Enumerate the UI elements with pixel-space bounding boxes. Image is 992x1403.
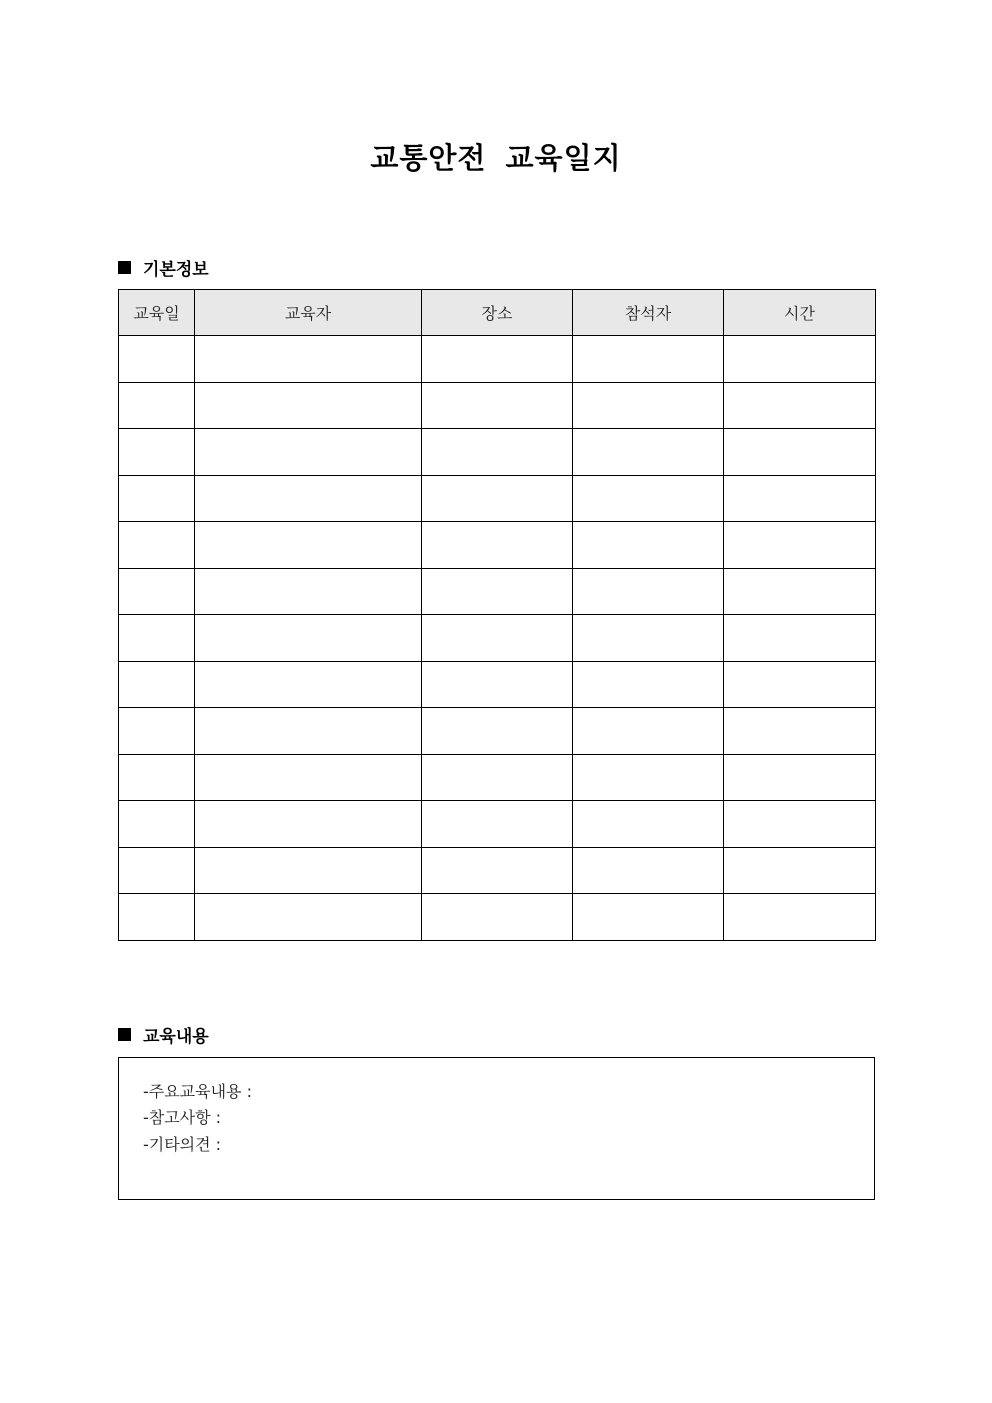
cell-time[interactable]: [724, 894, 876, 941]
basic-info-table: [118, 289, 876, 941]
cell-location[interactable]: [422, 475, 573, 522]
cell-location[interactable]: [422, 801, 573, 848]
cell-location[interactable]: [422, 847, 573, 894]
cell-attendees[interactable]: [573, 708, 724, 755]
table-row: [119, 754, 876, 801]
cell-attendees[interactable]: [573, 615, 724, 662]
cell-education-date[interactable]: [119, 382, 195, 429]
section-basic-info-heading: [118, 255, 209, 280]
cell-attendees[interactable]: [573, 801, 724, 848]
square-bullet-icon: [118, 261, 131, 274]
cell-location[interactable]: [422, 336, 573, 383]
cell-attendees[interactable]: [573, 847, 724, 894]
cell-attendees[interactable]: [573, 568, 724, 615]
cell-time[interactable]: [724, 475, 876, 522]
table-row: [119, 847, 876, 894]
table-row: [119, 429, 876, 476]
cell-education-date[interactable]: [119, 847, 195, 894]
cell-time[interactable]: [724, 522, 876, 569]
section-content-label: 교육내용: [143, 1027, 209, 1047]
cell-instructor[interactable]: [195, 894, 422, 941]
cell-location[interactable]: [422, 382, 573, 429]
cell-time[interactable]: [724, 615, 876, 662]
table-header-row: [119, 290, 876, 336]
cell-location[interactable]: [422, 568, 573, 615]
cell-instructor[interactable]: [195, 568, 422, 615]
cell-location[interactable]: [422, 522, 573, 569]
square-bullet-icon: [118, 1028, 131, 1041]
header-location: 장소: [422, 290, 573, 336]
cell-instructor[interactable]: [195, 475, 422, 522]
table-row: [119, 615, 876, 662]
cell-time[interactable]: [724, 708, 876, 755]
header-education-date: 교육일: [119, 290, 195, 336]
cell-attendees[interactable]: [573, 522, 724, 569]
cell-time[interactable]: [724, 847, 876, 894]
header-instructor: 교육자: [195, 290, 422, 336]
table-row: [119, 336, 876, 383]
cell-time[interactable]: [724, 382, 876, 429]
cell-education-date[interactable]: [119, 336, 195, 383]
cell-time[interactable]: [724, 336, 876, 383]
cell-time[interactable]: [724, 429, 876, 476]
document-title: 교통안전 교육일지: [370, 141, 622, 175]
cell-attendees[interactable]: [573, 754, 724, 801]
education-content-box[interactable]: [118, 1057, 875, 1200]
cell-education-date[interactable]: [119, 568, 195, 615]
cell-time[interactable]: [724, 754, 876, 801]
cell-attendees[interactable]: [573, 661, 724, 708]
header-attendees: 참석자: [573, 290, 724, 336]
cell-education-date[interactable]: [119, 754, 195, 801]
cell-instructor[interactable]: [195, 382, 422, 429]
cell-education-date[interactable]: [119, 801, 195, 848]
cell-location[interactable]: [422, 661, 573, 708]
cell-education-date[interactable]: [119, 894, 195, 941]
notes-line: -참고사항 :: [143, 1108, 222, 1127]
table-row: [119, 382, 876, 429]
cell-education-date[interactable]: [119, 429, 195, 476]
table-row: [119, 894, 876, 941]
cell-time[interactable]: [724, 801, 876, 848]
table-row: [119, 475, 876, 522]
cell-instructor[interactable]: [195, 754, 422, 801]
table-row: [119, 708, 876, 755]
cell-time[interactable]: [724, 661, 876, 708]
cell-education-date[interactable]: [119, 615, 195, 662]
cell-location[interactable]: [422, 708, 573, 755]
cell-instructor[interactable]: [195, 661, 422, 708]
cell-attendees[interactable]: [573, 382, 724, 429]
section-content-heading: [118, 1022, 209, 1047]
cell-attendees[interactable]: [573, 429, 724, 476]
cell-instructor[interactable]: [195, 336, 422, 383]
cell-instructor[interactable]: [195, 615, 422, 662]
table-row: [119, 801, 876, 848]
cell-location[interactable]: [422, 894, 573, 941]
other-opinions-line: -기타의견 :: [143, 1135, 222, 1154]
header-time: 시간: [724, 290, 876, 336]
cell-location[interactable]: [422, 615, 573, 662]
table-row: [119, 661, 876, 708]
section-basic-info-label: 기본정보: [143, 260, 209, 280]
cell-education-date[interactable]: [119, 708, 195, 755]
table-row: [119, 568, 876, 615]
cell-instructor[interactable]: [195, 801, 422, 848]
cell-attendees[interactable]: [573, 894, 724, 941]
cell-time[interactable]: [724, 568, 876, 615]
cell-education-date[interactable]: [119, 522, 195, 569]
cell-instructor[interactable]: [195, 429, 422, 476]
cell-education-date[interactable]: [119, 475, 195, 522]
cell-location[interactable]: [422, 754, 573, 801]
cell-attendees[interactable]: [573, 336, 724, 383]
cell-instructor[interactable]: [195, 522, 422, 569]
cell-attendees[interactable]: [573, 475, 724, 522]
cell-location[interactable]: [422, 429, 573, 476]
cell-education-date[interactable]: [119, 661, 195, 708]
main-content-line: -주요교육내용 :: [143, 1082, 252, 1101]
table-row: [119, 522, 876, 569]
cell-instructor[interactable]: [195, 708, 422, 755]
cell-instructor[interactable]: [195, 847, 422, 894]
